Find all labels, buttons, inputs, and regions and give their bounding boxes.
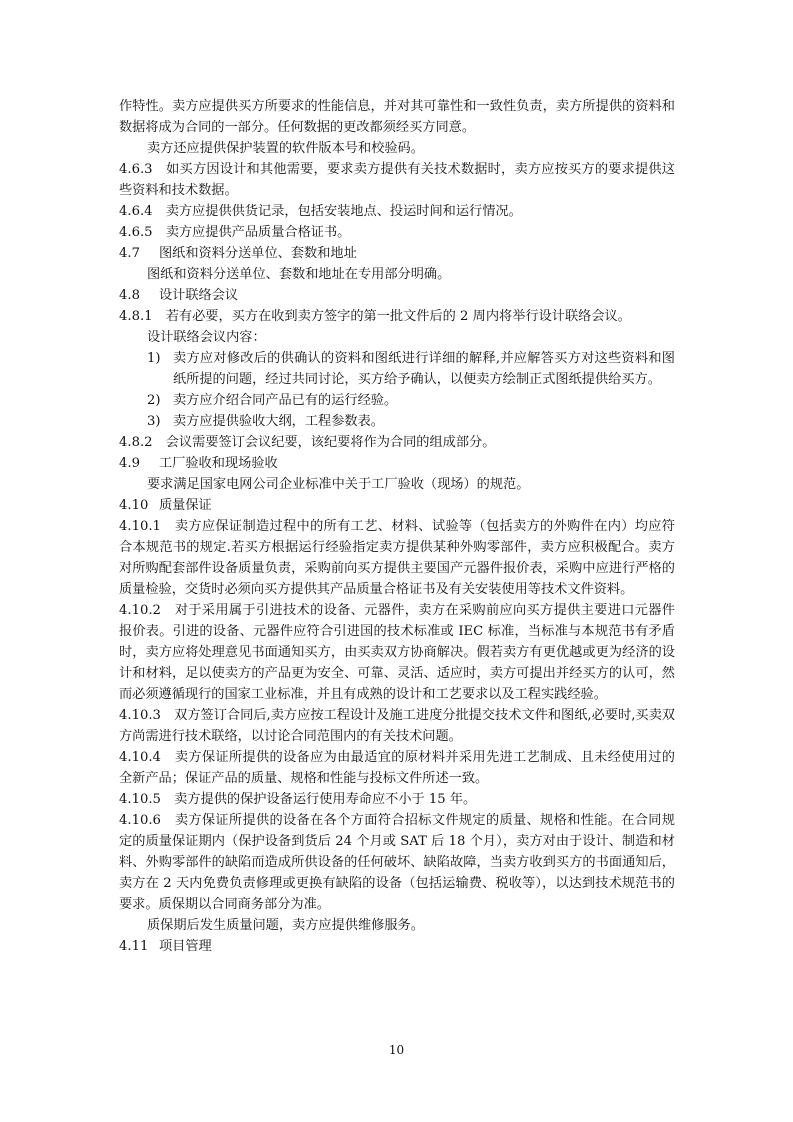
clause-4-6-5: 4.6.5 卖方应提供产品质量合格证书。 (119, 225, 351, 240)
clause-4-8-2: 4.8.2 会议需要签订会议纪要，该纪要将作为合同的组成部分。 (119, 435, 496, 450)
section-heading-4-9 (119, 453, 675, 474)
section-heading-4-10 (119, 495, 675, 516)
clause-4-10-2: 4.10.2 对于采用属于引进技术的设备、元器件，卖方在采购前应向买方提供主要进口元器件报价表。引进的设备、元器件应符合引进国的技术标准或 IEC 标准，当标准与本规范书有矛盾时，卖方应将处理意见书面通知买方，由买卖双方协商解决。假若卖方有更优越或更为经济的设计和材料，足以使卖方的产品更为安全、可靠、灵活、适应时，卖方可提出并经买方的认可，然而必须遵循现行的国家工业标准，并且有成熟的设计和工艺要求以及工程实践经验。 (119, 603, 675, 702)
list-item-number: 3) (147, 414, 161, 429)
clause-4-10-6: 4.10.6 卖方保证所提供的设备在各个方面符合招标文件规定的质量、规格和性能。在合同规定的质量保证期内（保护设备到货后 24 个月或 SAT 后 18 个月），卖方对由于设计、制造和材料、外购零部件的缺陷而造成所供设备的任何破坏、缺陷故障，当卖方收到买方的书面通知后，卖方在 2 天内免费负责修理或更换有缺陷的设备（包括运输费、税收等），以达到技术规范书的要求。质保期以合同商务部分为准。 (119, 813, 675, 912)
section-number: 4.8 (119, 288, 140, 303)
paragraph-performance: 作特性。卖方应提供买方所要求的性能信息，并对其可靠性和一致性负责，卖方所提供的资料和数据将成为合同的一部分。任何数据的更改都须经买方同意。 (119, 99, 675, 135)
list-item-text: 卖方应介绍合同产品已有的运行经验。 (173, 393, 398, 408)
list-item-number: 2) (147, 393, 161, 408)
section-heading-4-11 (119, 936, 675, 957)
clause-4-10-4: 4.10.4 卖方保证所提供的设备应为由最适宜的原材料并采用先进工艺制成、且未经使用过的全新产品；保证产品的质量、规格和性能与投标文件所述一致。 (119, 750, 675, 786)
list-item-text: 卖方应提供验收大纲，工程参数表。 (173, 414, 384, 429)
paragraph-software-version: 卖方还应提供保护装置的软件版本号和校验码。 (147, 141, 424, 156)
clause-4-10-1: 4.10.1 卖方应保证制造过程中的所有工艺、材料、试验等（包括卖方的外购件在内）均应符合本规范书的规定.若买方根据运行经验指定卖方提供某种外购零部件，卖方应积极配合。卖方对所购配套部件设备质量负责，采购前向买方提供主要国产元器件报价表，采购中应进行严格的质量检验，交货时必须向买方提供其产品质量合格证书及有关安装使用等技术文件资料。 (119, 519, 675, 597)
section-heading-4-7 (119, 243, 675, 264)
section-title: 项目管理 (159, 939, 212, 954)
page-content (119, 96, 675, 957)
list-item (119, 390, 675, 411)
paragraph-meeting-contents: 设计联络会议内容： (147, 330, 266, 345)
list-item (119, 348, 675, 390)
section-title: 图纸和资料分送单位、套数和地址 (159, 246, 357, 261)
section-number: 4.9 (119, 456, 140, 471)
list-item-text: 卖方应对修改后的供确认的资料和图纸进行详细的解释,并应解答买方对这些资料和图纸所提的问题，经过共同讨论，买方给予确认，以便卖方绘制正式图纸提供给买方。 (173, 351, 675, 387)
section-title: 工厂验收和现场验收 (159, 456, 278, 471)
page-number: 10 (388, 1043, 405, 1057)
clause-4-8-1: 4.8.1 若有必要，买方在收到卖方签字的第一批文件后的 2 周内将举行设计联络会议。 (119, 309, 631, 324)
section-number: 4.10 (119, 498, 149, 513)
paragraph-after-warranty: 质保期后发生质量问题，卖方应提供维修服务。 (147, 918, 424, 933)
paragraph-4-7-body: 图纸和资料分送单位、套数和地址在专用部分明确。 (147, 267, 451, 282)
clause-4-6-4: 4.6.4 卖方应提供供货记录，包括安装地点、投运时间和运行情况。 (119, 204, 522, 219)
section-number: 4.7 (119, 246, 140, 261)
clause-4-10-5: 4.10.5 卖方提供的保护设备运行使用寿命应不小于 15 年。 (119, 792, 477, 807)
list-item (119, 411, 675, 432)
clause-4-10-3: 4.10.3 双方签订合同后,卖方应按工程设计及施工进度分批提交技术文件和图纸,必要时,买卖双方尚需进行技术联络，以讨论合同范围内的有关技术问题。 (119, 708, 675, 744)
section-number: 4.11 (119, 939, 149, 954)
section-title: 设计联络会议 (159, 288, 239, 303)
clause-4-6-3: 4.6.3 如买方因设计和其他需要，要求卖方提供有关技术数据时，卖方应按买方的要求提供这些资料和技术数据。 (119, 162, 675, 198)
paragraph-4-9-body: 要求满足国家电网公司企业标准中关于工厂验收（现场）的规范。 (147, 477, 530, 492)
section-heading-4-8 (119, 285, 675, 306)
section-title: 质量保证 (159, 498, 212, 513)
list-item-number: 1) (147, 351, 161, 366)
